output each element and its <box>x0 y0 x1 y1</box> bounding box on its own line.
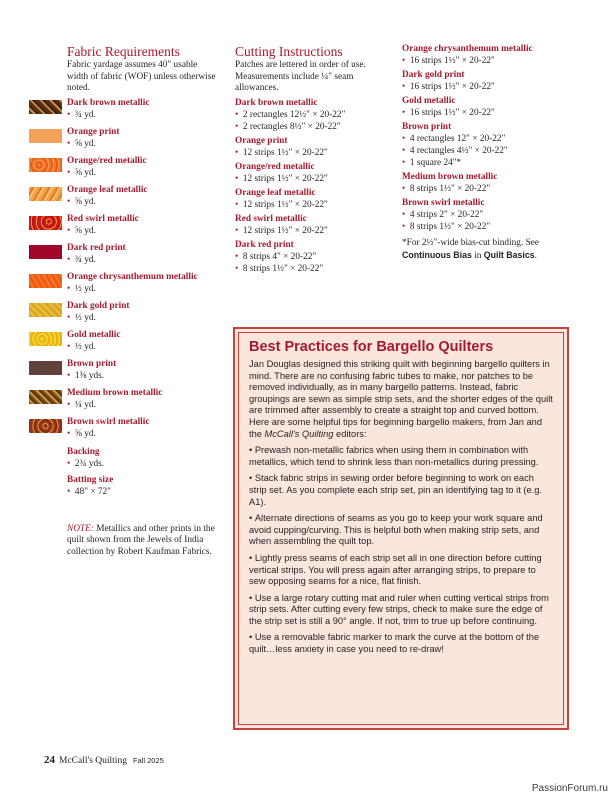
fabric-item-text <box>67 243 217 266</box>
cutting-group <box>235 162 395 185</box>
page-number: 24 <box>44 754 55 766</box>
fabric-item-text <box>67 156 217 179</box>
fabric-amount: • ¼ yd. <box>67 399 217 411</box>
intro-text: Jan Douglas designed this striking quilt with beginning bargello quilters in mind. There are no confusing fabric tubes to make, nor patches to be removed individually, as in many bargello patterns. Instead, fabric groupings are sewn as simple strip sets, and the shorter edges of the quilt are trimmed after assembly to create a straight top and curved bottom. Here are some helpful tips for beginning bargello makers, from Jan and the <box>249 359 553 439</box>
cutting-fabric-name: Orange/red metallic <box>235 161 315 172</box>
dark-gold-print-swatch <box>29 303 62 317</box>
best-practice-tip: • Prewash non-metallic fabrics when using them in combination with metallics, which tend to shrink less than non-metallics during pressing. <box>249 445 553 468</box>
cut-instruction: • 12 strips 1½" × 20-22" <box>235 147 395 159</box>
fabric-name: Brown swirl metallic <box>67 416 150 427</box>
cut-instruction: • 1 square 24"* <box>402 157 572 169</box>
cut-instruction: • 8 strips 1½" × 20-22" <box>402 183 572 195</box>
fabric-item <box>29 417 219 446</box>
cutting-instructions-continued <box>402 44 572 263</box>
fabric-item-text <box>67 388 217 411</box>
cutting-fabric-name: Dark red print <box>235 239 294 250</box>
cut-instruction: • 12 strips 1½" × 20-22" <box>235 173 395 185</box>
fabric-amount: • ⅝ yd. <box>67 225 217 237</box>
backing-label: Backing <box>67 446 100 457</box>
intro-end: editors: <box>333 428 367 439</box>
fabric-amount: • ¾ yd. <box>67 254 217 266</box>
fabric-name: Medium brown metallic <box>67 387 163 398</box>
cutting-group <box>235 188 395 211</box>
medium-brown-metallic-swatch <box>29 390 62 404</box>
best-practice-tip: • Use a large rotary cutting mat and ruler when cutting vertical strips from strip sets. After cutting every few strips, check to make sure the edge of the strip set is still a 90° angle. If not, trim to true up before continuing. <box>249 593 553 628</box>
fabric-amount: • ⅝ yd. <box>67 167 217 179</box>
cutting-list-continued <box>402 44 572 233</box>
cut-instruction: • 8 strips 1½" × 20-22" <box>235 263 395 275</box>
fabric-item <box>29 243 219 272</box>
fabric-requirements-section <box>29 44 219 559</box>
cutting-fabric-name: Red swirl metallic <box>235 213 307 224</box>
dark-red-print-swatch <box>29 245 62 259</box>
fabric-name: Red swirl metallic <box>67 213 139 224</box>
magazine-name: McCall's Quilting <box>59 756 127 766</box>
fabric-name: Dark red print <box>67 242 126 253</box>
cutting-group <box>402 122 572 169</box>
fabric-name: Orange print <box>67 126 120 137</box>
fabric-item <box>29 98 219 127</box>
fabric-requirements-intro: Fabric yardage assumes 40" usable width of fabric (WOF) unless otherwise noted. <box>67 60 216 93</box>
cut-instruction: • 8 strips 1½" × 20-22" <box>402 221 572 233</box>
fabric-item-text <box>67 185 217 208</box>
fabric-name: Orange/red metallic <box>67 155 147 166</box>
orange-print-swatch <box>29 129 62 143</box>
cutting-instructions-intro: Patches are lettered in order of use. Measurements include ¼" seam allowances. <box>235 60 366 93</box>
fabric-amount: • ½ yd. <box>67 312 217 324</box>
note-label: NOTE: <box>67 523 94 534</box>
cutting-fabric-name: Orange chrysanthemum metallic <box>402 44 533 54</box>
cut-instruction: • 16 strips 1½" × 20-22" <box>402 55 572 67</box>
batting-item <box>67 475 219 498</box>
cut-instruction: • 4 strips 2" × 20-22" <box>402 209 572 221</box>
footnote-prefix: *For 2½"-wide bias-cut binding. See <box>402 238 540 248</box>
footnote-continuous-bias: Continuous Bias <box>402 249 472 260</box>
cutting-group <box>402 44 572 67</box>
cut-instruction: • 4 rectangles 4½" × 20-22" <box>402 145 572 157</box>
cutting-fabric-name: Medium brown metallic <box>402 172 498 182</box>
fabric-item <box>29 330 219 359</box>
best-practice-tip: • Alternate directions of seams as you go to keep your work square and avoid cupping/curving. This is helpful both when making strip sets, and when assembling the quilt top. <box>249 513 553 548</box>
red-swirl-metallic-swatch <box>29 216 62 230</box>
watermark: PassionForum.ru <box>531 783 608 794</box>
orange-leaf-metallic-swatch <box>29 187 62 201</box>
cutting-fabric-name: Gold metallic <box>402 96 456 106</box>
fabric-list <box>29 98 219 446</box>
cut-instruction: • 12 strips 1½" × 20-22" <box>235 199 395 211</box>
dark-brown-metallic-swatch <box>29 100 62 114</box>
fabric-item <box>29 127 219 156</box>
best-practice-tip: • Lightly press seams of each strip set all in one direction before cutting vertical strips. You will press again after arranging strips, to prepare to sew opposing seams for a nice, flat finish. <box>249 553 553 588</box>
fabric-item-text <box>67 272 217 295</box>
cutting-group <box>235 136 395 159</box>
cut-instruction: • 4 rectangles 12" × 20-22" <box>402 133 572 145</box>
gold-metallic-swatch <box>29 332 62 346</box>
fabric-name: Dark brown metallic <box>67 97 150 108</box>
cutting-instructions-title: Cutting Instructions <box>235 44 343 59</box>
footnote-mid: in <box>471 250 484 261</box>
cutting-group <box>235 214 395 237</box>
fabric-name: Orange leaf metallic <box>67 184 148 195</box>
fabric-amount: • ⅝ yd. <box>67 196 217 208</box>
fabric-name: Dark gold print <box>67 300 130 311</box>
cutting-group <box>402 96 572 119</box>
fabric-item <box>29 214 219 243</box>
fabric-item-text <box>67 359 217 382</box>
binding-footnote <box>402 238 572 263</box>
batting-amount: • 48" × 72" <box>67 486 219 498</box>
fabric-amount: • ⅝ yd. <box>67 138 217 150</box>
fabric-name: Gold metallic <box>67 329 121 340</box>
cutting-fabric-name: Orange leaf metallic <box>235 187 316 198</box>
fabric-item <box>29 272 219 301</box>
footnote-suffix: . <box>534 250 537 261</box>
cutting-fabric-name: Brown swirl metallic <box>402 198 485 208</box>
best-practices-box <box>233 327 569 730</box>
best-practice-tip: • Stack fabric strips in sewing order before beginning to work on each strip set. As you complete each strip set, pin an identifying tag to it (e.g. A1). <box>249 473 553 508</box>
fabric-item <box>29 388 219 417</box>
backing-item <box>67 447 219 470</box>
cut-instruction: • 2 rectangles 12½" × 20-22" <box>235 109 395 121</box>
fabric-item-text <box>67 301 217 324</box>
cut-instruction: • 8 strips 4" × 20-22" <box>235 251 395 263</box>
fabric-name: Brown print <box>67 358 117 369</box>
cut-instruction: • 16 strips 1½" × 20-22" <box>402 81 572 93</box>
orange-red-metallic-swatch <box>29 158 62 172</box>
cutting-list <box>235 98 395 275</box>
fabric-requirements-title: Fabric Requirements <box>67 44 180 59</box>
cut-instruction: • 16 strips 1½" × 20-22" <box>402 107 572 119</box>
note-text: Metallics and other prints in the quilt shown from the Jewels of India collection by Robert Kaufman Fabrics. <box>67 523 215 558</box>
brown-swirl-metallic-swatch <box>29 419 62 433</box>
fabric-item-text <box>67 214 217 237</box>
fabric-item <box>29 156 219 185</box>
fabric-item <box>29 185 219 214</box>
page-footer <box>44 754 164 766</box>
cutting-group <box>402 172 572 195</box>
issue-date: Fall 2025 <box>132 756 164 765</box>
cutting-fabric-name: Brown print <box>402 122 452 132</box>
brown-print-swatch <box>29 361 62 375</box>
best-practices-intro <box>249 359 553 440</box>
fabric-note <box>67 524 219 559</box>
cutting-fabric-name: Dark brown metallic <box>235 97 318 108</box>
cutting-group <box>402 70 572 93</box>
fabric-item-text <box>67 98 217 121</box>
orange-chrysanthemum-metallic-swatch <box>29 274 62 288</box>
cutting-fabric-name: Dark gold print <box>402 70 465 80</box>
backing-amount: • 2¾ yds. <box>67 458 219 470</box>
cutting-fabric-name: Orange print <box>235 135 288 146</box>
cutting-group <box>235 98 395 133</box>
footnote-quilt-basics: Quilt Basics <box>483 249 535 260</box>
fabric-amount: • ¾ yd. <box>67 109 217 121</box>
fabric-amount: • 1⅜ yds. <box>67 370 217 382</box>
cutting-group <box>402 198 572 233</box>
fabric-item-text <box>67 417 217 440</box>
cutting-instructions-section <box>235 44 395 275</box>
cut-instruction: • 12 strips 1½" × 20-22" <box>235 225 395 237</box>
fabric-item <box>29 301 219 330</box>
fabric-item-text <box>67 127 217 150</box>
cutting-group <box>235 240 395 275</box>
best-practice-tip: • Use a removable fabric marker to mark the curve at the bottom of the quilt…less anxiety in case you need to re-draw! <box>249 632 553 655</box>
intro-magazine-name: McCall's Quilting <box>264 428 334 439</box>
fabric-name: Orange chrysanthemum metallic <box>67 271 198 282</box>
fabric-item <box>29 359 219 388</box>
best-practices-tips <box>249 445 553 656</box>
cut-instruction: • 2 rectangles 8½" × 20-22" <box>235 121 395 133</box>
best-practices-title: Best Practices for Bargello Quilters <box>249 339 494 355</box>
batting-label: Batting size <box>67 474 114 485</box>
fabric-amount: • ½ yd. <box>67 283 217 295</box>
best-practices-inner <box>238 332 564 725</box>
fabric-amount: • ½ yd. <box>67 341 217 353</box>
fabric-amount: • ⅝ yd. <box>67 428 217 440</box>
fabric-item-text <box>67 330 217 353</box>
